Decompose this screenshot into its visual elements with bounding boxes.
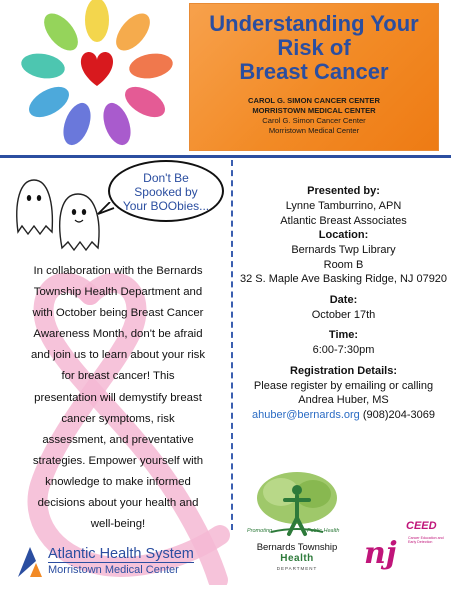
location-room: Room B	[323, 258, 364, 271]
bernards-township-name: Bernards Township	[256, 542, 338, 553]
event-details	[236, 184, 451, 422]
body-line: with October being Breast Cancer	[32, 307, 204, 320]
registration-label: Registration Details:	[290, 364, 397, 377]
presented-by-label: Presented by:	[307, 185, 380, 197]
cancer-center-bold-2: MORRISTOWN MEDICAL CENTER	[252, 106, 376, 115]
title-panel	[190, 4, 438, 150]
date-value: October 17th	[311, 308, 376, 321]
ceed-wordmark: CEED	[406, 520, 437, 532]
body-line: assessment, and preventative	[42, 433, 194, 446]
contact-line	[236, 408, 451, 423]
bubble-line-2: Spooked by	[134, 185, 198, 199]
atlantic-health-logo	[16, 545, 216, 581]
description-paragraph	[10, 261, 226, 535]
location-label: Location:	[318, 229, 369, 241]
body-line: cancer symptoms, risk	[61, 412, 175, 425]
public-health-label: Public Health	[307, 528, 340, 534]
body-line: Awareness Month, don't be afraid	[33, 328, 203, 341]
cancer-center-plain-1: Carol G. Simon Cancer Center	[262, 116, 366, 125]
cancer-center-bold-1: CAROL G. SIMON CANCER CENTER	[248, 96, 380, 105]
body-line: presentation will demystify breast	[34, 391, 202, 404]
health-label: Health	[280, 553, 314, 564]
body-line: well-being!	[90, 518, 146, 531]
title-line-1: Understanding Your	[209, 11, 419, 36]
cancer-center-plain-2: Morristown Medical Center	[268, 126, 360, 135]
bubble-tail-icon	[96, 202, 116, 216]
body-line: knowledge to make informed	[45, 475, 191, 488]
bubble-line-3: Your BOObies...	[122, 199, 210, 213]
bubble-line-1: Don't Be	[143, 171, 189, 185]
body-line: for breast cancer! This	[61, 370, 175, 383]
promoting-label: Promoting	[247, 528, 273, 534]
body-line: strategies. Empower yourself with	[32, 454, 204, 467]
ceed-tagline: Cancer Education and Early Detection	[408, 536, 444, 545]
ahs-name: Atlantic Health System	[48, 546, 194, 562]
registration-line-2: Andrea Huber, MS	[298, 394, 389, 406]
body-line: Township Health Department and	[33, 286, 203, 299]
time-label: Time:	[328, 329, 359, 341]
time-value: 6:00-7:30pm	[312, 344, 375, 356]
horizontal-divider	[0, 155, 451, 158]
body-line: In collaboration with the Bernards	[33, 265, 203, 277]
hands-heart-illustration	[0, 0, 190, 150]
ceed-nj-mark: nj	[364, 536, 397, 571]
body-line: and join us to learn about your risk	[30, 349, 206, 362]
date-label: Date:	[329, 293, 358, 306]
ahs-subtitle: Morristown Medical Center	[48, 564, 179, 576]
title-line-2: Risk of	[277, 35, 351, 60]
bernards-health-logo	[237, 470, 357, 585]
location-address: 32 S. Maple Ave Basking Ridge, NJ 07920	[239, 273, 448, 285]
location-place: Bernards Twp Library	[291, 244, 396, 256]
page-title	[190, 12, 438, 84]
department-label: DEPARTMENT	[276, 566, 318, 571]
cancer-center-block	[190, 96, 438, 136]
body-line: decisions about your health and	[37, 497, 199, 510]
registration-line-1: Please register by emailing or calling	[253, 379, 434, 392]
nj-ceed-logo	[362, 518, 446, 580]
ahs-emblem-icon	[16, 545, 44, 579]
speech-bubble	[108, 160, 224, 222]
presenter-name: Lynne Tamburrino, APN	[285, 200, 402, 212]
phone-number: (908)204-3069	[362, 408, 436, 421]
email-link[interactable]: ahuber@bernards.org	[251, 408, 360, 421]
presenter-org: Atlantic Breast Associates	[280, 214, 407, 227]
title-line-3: Breast Cancer	[239, 59, 389, 84]
